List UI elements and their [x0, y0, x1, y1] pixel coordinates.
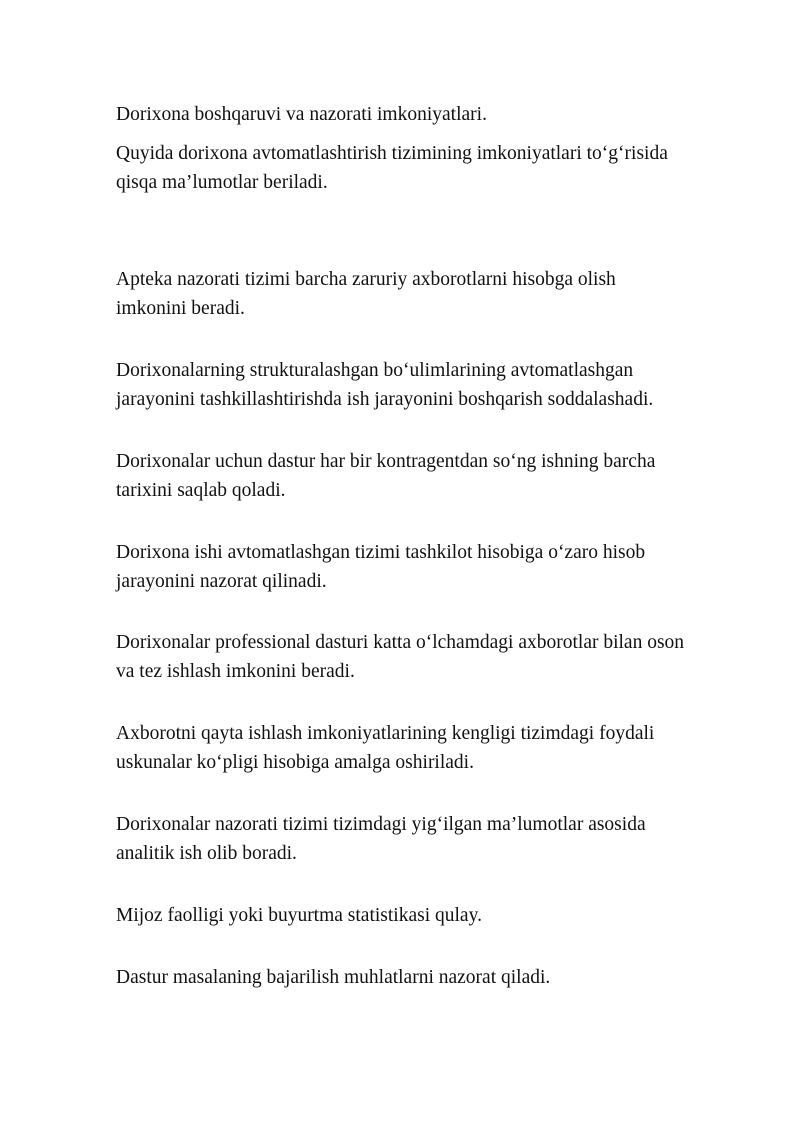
paragraph-line: Dastur masalaning bajarilish muhlatlarni nazorat qiladi. [116, 967, 551, 988]
paragraph-line: imkonini beradi. [116, 298, 245, 319]
paragraph-line: Dorixonalar professional dasturi katta o‘lchamdagi axborotlar bilan oson [116, 632, 685, 653]
intro-line: qisqa ma’lumotlar beriladi. [116, 172, 328, 193]
paragraph-5 [116, 628, 684, 686]
paragraph-3 [116, 447, 655, 505]
paragraph-line: Dorixonalar nazorati tizimi tizimdagi yig‘ilgan ma’lumotlar asosida [116, 814, 646, 835]
paragraph-line: Axborotni qayta ishlash imkoniyatlarining kengligi tizimdagi foydali [116, 723, 655, 744]
document-title [116, 100, 487, 129]
paragraph-line: Dorixona ishi avtomatlashgan tizimi tashkilot hisobiga o‘zaro hisob [116, 542, 646, 563]
document-title-text: Dorixona boshqaruvi va nazorati imkoniyatlari. [116, 104, 487, 125]
intro-line: Quyida dorixona avtomatlashtirish tizimining imkoniyatlari to‘g‘risida [116, 143, 668, 164]
paragraph-line: jarayonini nazorat qilinadi. [116, 571, 327, 592]
paragraph-line: va tez ishlash imkonini beradi. [116, 661, 355, 682]
paragraph-line: Dorixonalarning strukturalashgan bo‘ulimlarining avtomatlashgan [116, 360, 634, 381]
paragraph-line: uskunalar ko‘pligi hisobiga amalga oshiriladi. [116, 752, 474, 773]
paragraph-2 [116, 356, 653, 414]
paragraph-line: analitik ish olib boradi. [116, 843, 297, 864]
paragraph-line: jarayonini tashkillashtirishda ish jarayonini boshqarish soddalashadi. [116, 389, 654, 410]
paragraph-7 [116, 810, 646, 868]
paragraph-line: Mijoz faolligi yoki buyurtma statistikasi qulay. [116, 905, 482, 926]
paragraph-9 [116, 963, 550, 992]
paragraph-6 [116, 719, 654, 777]
paragraph-4 [116, 538, 645, 596]
paragraph-line: Apteka nazorati tizimi barcha zaruriy axborotlarni hisobga olish [116, 269, 616, 290]
paragraph-8 [116, 901, 482, 930]
paragraph-line: Dorixonalar uchun dastur har bir kontragentdan so‘ng ishning barcha [116, 451, 656, 472]
paragraph-1 [116, 265, 616, 323]
intro-paragraph [116, 139, 668, 197]
paragraph-line: tarixini saqlab qoladi. [116, 480, 286, 501]
